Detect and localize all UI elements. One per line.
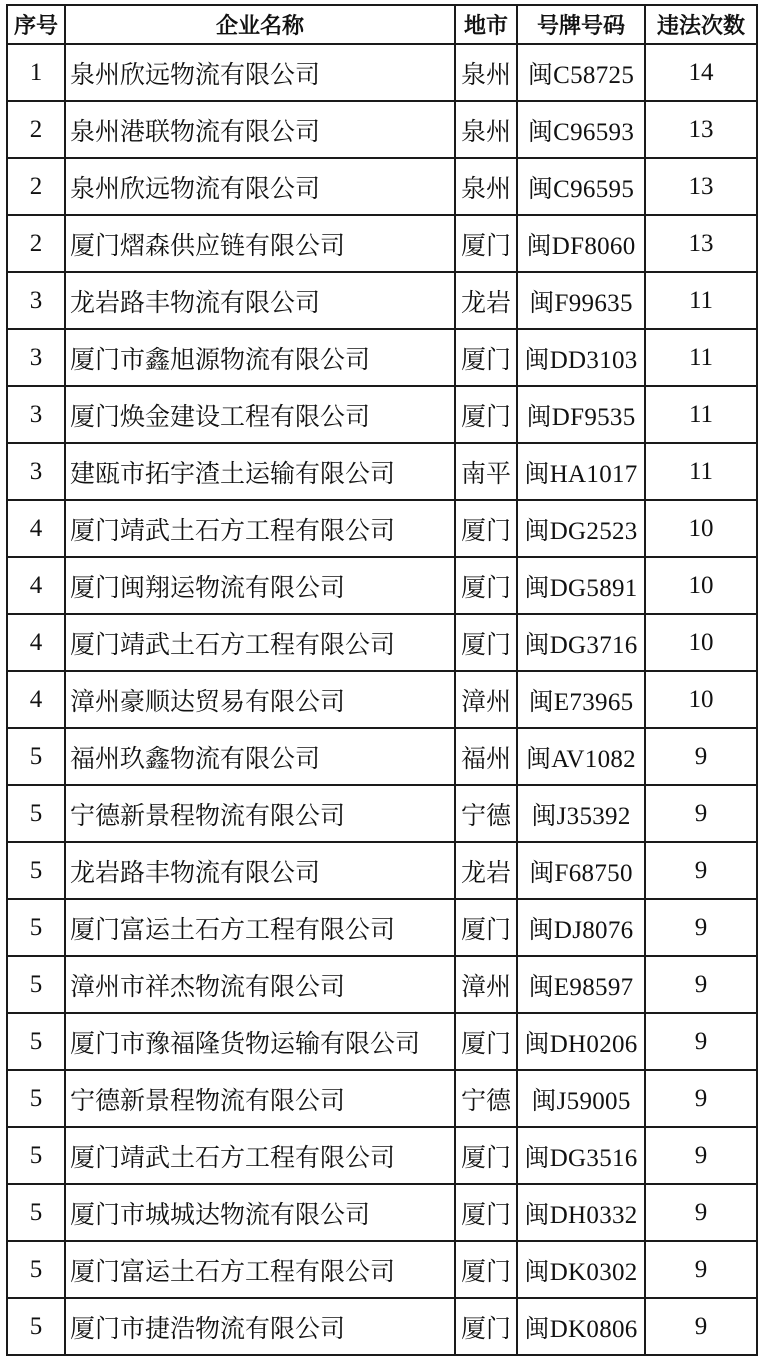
- table-row: [7, 671, 757, 728]
- cell-plate: 闽DK0302: [517, 1241, 645, 1298]
- cell-city: 厦门: [455, 1298, 517, 1355]
- cell-company: 泉州欣远物流有限公司: [65, 44, 455, 101]
- cell-seq: 5: [7, 956, 65, 1013]
- cell-company: 厦门焕金建设工程有限公司: [65, 386, 455, 443]
- cell-violations: 11: [645, 272, 757, 329]
- cell-city: 漳州: [455, 671, 517, 728]
- cell-company: 厦门熠森供应链有限公司: [65, 215, 455, 272]
- cell-company: 厦门富运土石方工程有限公司: [65, 1241, 455, 1298]
- cell-city: 厦门: [455, 614, 517, 671]
- header-city: 地市: [455, 5, 517, 44]
- cell-seq: 5: [7, 1241, 65, 1298]
- table-row: [7, 101, 757, 158]
- table-row: [7, 1013, 757, 1070]
- cell-city: 厦门: [455, 1241, 517, 1298]
- table-row: [7, 1127, 757, 1184]
- cell-violations: 9: [645, 728, 757, 785]
- cell-plate: 闽F99635: [517, 272, 645, 329]
- cell-seq: 5: [7, 842, 65, 899]
- cell-plate: 闽AV1082: [517, 728, 645, 785]
- table-row: [7, 1184, 757, 1241]
- cell-city: 厦门: [455, 1127, 517, 1184]
- cell-violations: 14: [645, 44, 757, 101]
- cell-seq: 3: [7, 386, 65, 443]
- cell-plate: 闽DH0206: [517, 1013, 645, 1070]
- cell-company: 宁德新景程物流有限公司: [65, 785, 455, 842]
- table-row: [7, 842, 757, 899]
- cell-seq: 5: [7, 1070, 65, 1127]
- cell-violations: 11: [645, 329, 757, 386]
- cell-seq: 2: [7, 101, 65, 158]
- cell-plate: 闽J35392: [517, 785, 645, 842]
- cell-violations: 13: [645, 158, 757, 215]
- cell-plate: 闽DJ8076: [517, 899, 645, 956]
- cell-plate: 闽DG3516: [517, 1127, 645, 1184]
- cell-company: 建瓯市拓宇渣土运输有限公司: [65, 443, 455, 500]
- cell-plate: 闽DK0806: [517, 1298, 645, 1355]
- violation-table-container: [6, 4, 756, 1356]
- cell-seq: 3: [7, 272, 65, 329]
- table-header: [7, 5, 757, 44]
- cell-violations: 9: [645, 1298, 757, 1355]
- header-plate: 号牌号码: [517, 5, 645, 44]
- cell-plate: 闽HA1017: [517, 443, 645, 500]
- table-row: [7, 329, 757, 386]
- cell-plate: 闽E73965: [517, 671, 645, 728]
- cell-city: 厦门: [455, 329, 517, 386]
- table-row: [7, 215, 757, 272]
- table-row: [7, 1241, 757, 1298]
- cell-city: 南平: [455, 443, 517, 500]
- cell-violations: 10: [645, 614, 757, 671]
- cell-seq: 5: [7, 728, 65, 785]
- cell-violations: 11: [645, 386, 757, 443]
- cell-plate: 闽F68750: [517, 842, 645, 899]
- cell-violations: 11: [645, 443, 757, 500]
- cell-violations: 10: [645, 500, 757, 557]
- cell-city: 泉州: [455, 158, 517, 215]
- cell-city: 厦门: [455, 386, 517, 443]
- header-seq: 序号: [7, 5, 65, 44]
- cell-plate: 闽C58725: [517, 44, 645, 101]
- cell-violations: 9: [645, 785, 757, 842]
- cell-seq: 4: [7, 671, 65, 728]
- table-row: [7, 899, 757, 956]
- cell-city: 厦门: [455, 899, 517, 956]
- header-row: [7, 5, 757, 44]
- cell-company: 厦门靖武土石方工程有限公司: [65, 614, 455, 671]
- cell-violations: 9: [645, 1184, 757, 1241]
- table-row: [7, 44, 757, 101]
- table-row: [7, 1070, 757, 1127]
- cell-violations: 9: [645, 1241, 757, 1298]
- table-row: [7, 443, 757, 500]
- cell-seq: 4: [7, 500, 65, 557]
- cell-city: 厦门: [455, 1013, 517, 1070]
- cell-company: 泉州欣远物流有限公司: [65, 158, 455, 215]
- cell-seq: 2: [7, 158, 65, 215]
- cell-company: 厦门市豫福隆货物运输有限公司: [65, 1013, 455, 1070]
- cell-city: 厦门: [455, 557, 517, 614]
- header-company: 企业名称: [65, 5, 455, 44]
- table-row: [7, 500, 757, 557]
- cell-seq: 5: [7, 785, 65, 842]
- cell-seq: 5: [7, 1013, 65, 1070]
- cell-city: 泉州: [455, 44, 517, 101]
- cell-company: 厦门靖武土石方工程有限公司: [65, 500, 455, 557]
- cell-city: 厦门: [455, 500, 517, 557]
- table-row: [7, 1298, 757, 1355]
- cell-company: 厦门市城城达物流有限公司: [65, 1184, 455, 1241]
- cell-plate: 闽DD3103: [517, 329, 645, 386]
- cell-violations: 9: [645, 1070, 757, 1127]
- cell-plate: 闽DF8060: [517, 215, 645, 272]
- cell-seq: 2: [7, 215, 65, 272]
- cell-company: 宁德新景程物流有限公司: [65, 1070, 455, 1127]
- table-row: [7, 956, 757, 1013]
- table-row: [7, 386, 757, 443]
- table-row: [7, 272, 757, 329]
- cell-company: 龙岩路丰物流有限公司: [65, 842, 455, 899]
- cell-company: 龙岩路丰物流有限公司: [65, 272, 455, 329]
- cell-seq: 5: [7, 1127, 65, 1184]
- cell-company: 漳州豪顺达贸易有限公司: [65, 671, 455, 728]
- cell-violations: 9: [645, 1013, 757, 1070]
- table-row: [7, 785, 757, 842]
- cell-city: 厦门: [455, 1184, 517, 1241]
- cell-company: 厦门市鑫旭源物流有限公司: [65, 329, 455, 386]
- cell-city: 福州: [455, 728, 517, 785]
- cell-violations: 10: [645, 557, 757, 614]
- cell-plate: 闽DG5891: [517, 557, 645, 614]
- cell-seq: 5: [7, 1184, 65, 1241]
- cell-city: 龙岩: [455, 842, 517, 899]
- cell-city: 龙岩: [455, 272, 517, 329]
- cell-seq: 3: [7, 329, 65, 386]
- cell-seq: 5: [7, 899, 65, 956]
- cell-company: 厦门富运土石方工程有限公司: [65, 899, 455, 956]
- cell-plate: 闽DF9535: [517, 386, 645, 443]
- cell-plate: 闽C96595: [517, 158, 645, 215]
- cell-city: 漳州: [455, 956, 517, 1013]
- cell-company: 厦门闽翔运物流有限公司: [65, 557, 455, 614]
- table-body: [7, 44, 757, 1355]
- cell-plate: 闽DG3716: [517, 614, 645, 671]
- cell-city: 泉州: [455, 101, 517, 158]
- cell-plate: 闽E98597: [517, 956, 645, 1013]
- cell-plate: 闽DG2523: [517, 500, 645, 557]
- cell-company: 厦门靖武土石方工程有限公司: [65, 1127, 455, 1184]
- cell-seq: 4: [7, 614, 65, 671]
- cell-company: 泉州港联物流有限公司: [65, 101, 455, 158]
- cell-violations: 9: [645, 899, 757, 956]
- cell-company: 厦门市捷浩物流有限公司: [65, 1298, 455, 1355]
- cell-plate: 闽J59005: [517, 1070, 645, 1127]
- cell-seq: 5: [7, 1298, 65, 1355]
- cell-violations: 13: [645, 215, 757, 272]
- cell-plate: 闽C96593: [517, 101, 645, 158]
- cell-violations: 9: [645, 842, 757, 899]
- cell-seq: 4: [7, 557, 65, 614]
- cell-violations: 9: [645, 956, 757, 1013]
- cell-city: 厦门: [455, 215, 517, 272]
- cell-seq: 3: [7, 443, 65, 500]
- table-row: [7, 557, 757, 614]
- cell-violations: 9: [645, 1127, 757, 1184]
- table-row: [7, 728, 757, 785]
- table-row: [7, 158, 757, 215]
- cell-company: 福州玖鑫物流有限公司: [65, 728, 455, 785]
- cell-company: 漳州市祥杰物流有限公司: [65, 956, 455, 1013]
- cell-violations: 13: [645, 101, 757, 158]
- cell-seq: 1: [7, 44, 65, 101]
- cell-city: 宁德: [455, 1070, 517, 1127]
- header-violations: 违法次数: [645, 5, 757, 44]
- cell-violations: 10: [645, 671, 757, 728]
- violation-table: [6, 4, 758, 1356]
- cell-plate: 闽DH0332: [517, 1184, 645, 1241]
- table-row: [7, 614, 757, 671]
- cell-city: 宁德: [455, 785, 517, 842]
